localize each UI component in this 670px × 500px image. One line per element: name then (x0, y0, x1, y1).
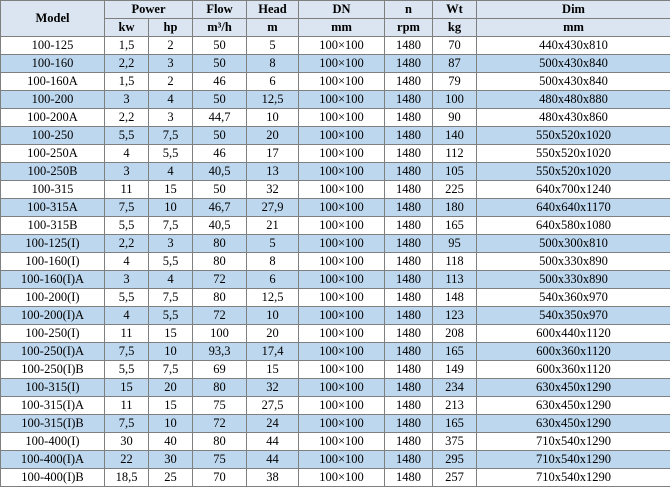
cell-kw: 3 (105, 163, 149, 181)
cell-flow: 75 (193, 397, 247, 415)
cell-dim: 710x540x1290 (477, 433, 670, 451)
cell-n: 1480 (385, 127, 433, 145)
cell-model: 100-250(I)B (1, 361, 105, 379)
table-row (1, 415, 670, 433)
table-row (1, 127, 670, 145)
cell-model: 100-250(I) (1, 325, 105, 343)
cell-wt: 208 (433, 325, 477, 343)
cell-dn: 100×100 (299, 37, 385, 55)
cell-dn: 100×100 (299, 343, 385, 361)
cell-dn: 100×100 (299, 361, 385, 379)
cell-kw: 3 (105, 271, 149, 289)
column-header-head: Head (247, 1, 299, 19)
column-header-wt: Wt (433, 1, 477, 19)
cell-n: 1480 (385, 433, 433, 451)
table-row (1, 73, 670, 91)
cell-dn: 100×100 (299, 325, 385, 343)
cell-flow: 93,3 (193, 343, 247, 361)
cell-head: 6 (247, 73, 299, 91)
cell-n: 1480 (385, 181, 433, 199)
cell-n: 1480 (385, 37, 433, 55)
cell-flow: 46 (193, 145, 247, 163)
cell-flow: 50 (193, 181, 247, 199)
cell-n: 1480 (385, 343, 433, 361)
cell-wt: 140 (433, 127, 477, 145)
cell-kw: 11 (105, 397, 149, 415)
cell-dim: 630x450x1290 (477, 397, 670, 415)
table-row (1, 379, 670, 397)
table-body (1, 37, 670, 487)
cell-head: 15 (247, 361, 299, 379)
table-row (1, 271, 670, 289)
cell-wt: 180 (433, 199, 477, 217)
cell-kw: 5,5 (105, 289, 149, 307)
cell-flow: 80 (193, 289, 247, 307)
table-row (1, 451, 670, 469)
cell-flow: 50 (193, 37, 247, 55)
cell-head: 12,5 (247, 289, 299, 307)
cell-wt: 123 (433, 307, 477, 325)
cell-model: 100-400(I) (1, 433, 105, 451)
cell-dn: 100×100 (299, 127, 385, 145)
cell-dn: 100×100 (299, 73, 385, 91)
cell-dn: 100×100 (299, 289, 385, 307)
cell-kw: 5,5 (105, 127, 149, 145)
unit-header-wt: kg (433, 19, 477, 37)
cell-wt: 213 (433, 397, 477, 415)
unit-header-dim: mm (477, 19, 670, 37)
cell-dim: 500x330x890 (477, 271, 670, 289)
cell-head: 32 (247, 181, 299, 199)
table-row (1, 289, 670, 307)
unit-header-flow: m³/h (193, 19, 247, 37)
cell-flow: 40,5 (193, 163, 247, 181)
cell-flow: 50 (193, 127, 247, 145)
cell-head: 20 (247, 127, 299, 145)
cell-flow: 100 (193, 325, 247, 343)
cell-n: 1480 (385, 379, 433, 397)
cell-kw: 22 (105, 451, 149, 469)
cell-kw: 11 (105, 325, 149, 343)
cell-kw: 4 (105, 307, 149, 325)
cell-n: 1480 (385, 199, 433, 217)
cell-kw: 7,5 (105, 415, 149, 433)
cell-model: 100-200 (1, 91, 105, 109)
cell-model: 100-315(I)B (1, 415, 105, 433)
cell-n: 1480 (385, 109, 433, 127)
cell-dim: 480x430x860 (477, 109, 670, 127)
cell-dim: 480x480x880 (477, 91, 670, 109)
cell-model: 100-250B (1, 163, 105, 181)
cell-hp: 25 (149, 469, 193, 487)
cell-kw: 11 (105, 181, 149, 199)
cell-n: 1480 (385, 145, 433, 163)
cell-model: 100-250 (1, 127, 105, 145)
cell-model: 100-160 (1, 55, 105, 73)
table-row (1, 325, 670, 343)
cell-n: 1480 (385, 469, 433, 487)
header-row-groups (1, 1, 670, 19)
cell-hp: 3 (149, 109, 193, 127)
cell-dim: 550x520x1020 (477, 145, 670, 163)
cell-model: 100-315 (1, 181, 105, 199)
cell-dn: 100×100 (299, 109, 385, 127)
cell-n: 1480 (385, 73, 433, 91)
cell-model: 100-400(I)A (1, 451, 105, 469)
cell-flow: 44,7 (193, 109, 247, 127)
cell-dim: 600x440x1120 (477, 325, 670, 343)
cell-head: 6 (247, 271, 299, 289)
table-row (1, 37, 670, 55)
cell-flow: 46 (193, 73, 247, 91)
cell-dn: 100×100 (299, 217, 385, 235)
column-header-flow: Flow (193, 1, 247, 19)
cell-dim: 500x300x810 (477, 235, 670, 253)
cell-head: 5 (247, 235, 299, 253)
unit-header-hp: hp (149, 19, 193, 37)
cell-head: 44 (247, 451, 299, 469)
cell-hp: 7,5 (149, 127, 193, 145)
cell-flow: 50 (193, 55, 247, 73)
column-header-dim: Dim (477, 1, 670, 19)
table-row (1, 145, 670, 163)
cell-wt: 70 (433, 37, 477, 55)
cell-dn: 100×100 (299, 271, 385, 289)
cell-head: 5 (247, 37, 299, 55)
cell-kw: 2,2 (105, 109, 149, 127)
cell-hp: 40 (149, 433, 193, 451)
table-row (1, 55, 670, 73)
cell-hp: 10 (149, 199, 193, 217)
table-row (1, 163, 670, 181)
cell-hp: 5,5 (149, 145, 193, 163)
cell-kw: 2,2 (105, 55, 149, 73)
cell-model: 100-200(I)A (1, 307, 105, 325)
cell-dn: 100×100 (299, 469, 385, 487)
column-header-dn: DN (299, 1, 385, 19)
cell-kw: 30 (105, 433, 149, 451)
cell-model: 100-125(I) (1, 235, 105, 253)
cell-n: 1480 (385, 217, 433, 235)
cell-kw: 1,5 (105, 73, 149, 91)
cell-n: 1480 (385, 55, 433, 73)
cell-model: 100-200(I) (1, 289, 105, 307)
table-row (1, 217, 670, 235)
cell-kw: 4 (105, 145, 149, 163)
cell-wt: 375 (433, 433, 477, 451)
cell-dim: 630x450x1290 (477, 415, 670, 433)
cell-dim: 540x350x970 (477, 307, 670, 325)
cell-n: 1480 (385, 271, 433, 289)
cell-wt: 165 (433, 217, 477, 235)
cell-hp: 10 (149, 415, 193, 433)
cell-wt: 225 (433, 181, 477, 199)
cell-head: 8 (247, 253, 299, 271)
cell-wt: 112 (433, 145, 477, 163)
cell-kw: 3 (105, 91, 149, 109)
cell-head: 27,5 (247, 397, 299, 415)
cell-wt: 234 (433, 379, 477, 397)
cell-head: 32 (247, 379, 299, 397)
cell-dn: 100×100 (299, 145, 385, 163)
cell-head: 10 (247, 109, 299, 127)
cell-dim: 600x360x1120 (477, 343, 670, 361)
cell-hp: 20 (149, 379, 193, 397)
column-header-n: n (385, 1, 433, 19)
cell-hp: 15 (149, 325, 193, 343)
cell-model: 100-250(I)A (1, 343, 105, 361)
cell-flow: 72 (193, 271, 247, 289)
cell-wt: 79 (433, 73, 477, 91)
cell-head: 8 (247, 55, 299, 73)
cell-dn: 100×100 (299, 55, 385, 73)
cell-head: 17,4 (247, 343, 299, 361)
cell-hp: 4 (149, 91, 193, 109)
cell-hp: 3 (149, 55, 193, 73)
cell-wt: 90 (433, 109, 477, 127)
cell-dn: 100×100 (299, 163, 385, 181)
cell-wt: 165 (433, 415, 477, 433)
cell-dim: 500x430x840 (477, 73, 670, 91)
cell-kw: 2,2 (105, 235, 149, 253)
cell-dn: 100×100 (299, 433, 385, 451)
cell-model: 100-315(I) (1, 379, 105, 397)
cell-hp: 10 (149, 343, 193, 361)
cell-dn: 100×100 (299, 415, 385, 433)
cell-hp: 3 (149, 235, 193, 253)
cell-wt: 87 (433, 55, 477, 73)
cell-dim: 640x640x1170 (477, 199, 670, 217)
cell-flow: 80 (193, 379, 247, 397)
cell-dn: 100×100 (299, 199, 385, 217)
cell-kw: 1,5 (105, 37, 149, 55)
cell-model: 100-125 (1, 37, 105, 55)
cell-dim: 550x520x1020 (477, 163, 670, 181)
cell-head: 17 (247, 145, 299, 163)
cell-n: 1480 (385, 307, 433, 325)
cell-hp: 30 (149, 451, 193, 469)
cell-kw: 18,5 (105, 469, 149, 487)
cell-model: 100-160(I)A (1, 271, 105, 289)
cell-wt: 113 (433, 271, 477, 289)
cell-n: 1480 (385, 289, 433, 307)
cell-n: 1480 (385, 325, 433, 343)
cell-head: 12,5 (247, 91, 299, 109)
cell-kw: 5,5 (105, 217, 149, 235)
cell-kw: 4 (105, 253, 149, 271)
cell-flow: 72 (193, 307, 247, 325)
unit-header-dn: mm (299, 19, 385, 37)
unit-header-kw: kw (105, 19, 149, 37)
cell-flow: 46,7 (193, 199, 247, 217)
cell-wt: 95 (433, 235, 477, 253)
cell-n: 1480 (385, 397, 433, 415)
cell-n: 1480 (385, 415, 433, 433)
cell-head: 44 (247, 433, 299, 451)
cell-wt: 118 (433, 253, 477, 271)
cell-head: 24 (247, 415, 299, 433)
cell-hp: 4 (149, 271, 193, 289)
cell-dn: 100×100 (299, 397, 385, 415)
cell-dim: 550x520x1020 (477, 127, 670, 145)
cell-model: 100-160(I) (1, 253, 105, 271)
cell-model: 100-315(I)A (1, 397, 105, 415)
cell-head: 13 (247, 163, 299, 181)
cell-n: 1480 (385, 253, 433, 271)
cell-n: 1480 (385, 235, 433, 253)
table-row (1, 253, 670, 271)
cell-dim: 540x360x970 (477, 289, 670, 307)
cell-model: 100-250A (1, 145, 105, 163)
cell-dn: 100×100 (299, 451, 385, 469)
cell-hp: 4 (149, 163, 193, 181)
cell-hp: 15 (149, 181, 193, 199)
cell-dim: 640x580x1080 (477, 217, 670, 235)
table-row (1, 397, 670, 415)
cell-n: 1480 (385, 91, 433, 109)
cell-flow: 40,5 (193, 217, 247, 235)
cell-dn: 100×100 (299, 379, 385, 397)
cell-dim: 640x700x1240 (477, 181, 670, 199)
cell-flow: 70 (193, 469, 247, 487)
cell-n: 1480 (385, 163, 433, 181)
cell-wt: 148 (433, 289, 477, 307)
cell-model: 100-315B (1, 217, 105, 235)
cell-dn: 100×100 (299, 91, 385, 109)
cell-flow: 80 (193, 433, 247, 451)
cell-hp: 15 (149, 397, 193, 415)
cell-dn: 100×100 (299, 253, 385, 271)
cell-head: 21 (247, 217, 299, 235)
cell-dim: 630x450x1290 (477, 379, 670, 397)
cell-hp: 7,5 (149, 217, 193, 235)
cell-n: 1480 (385, 451, 433, 469)
cell-dim: 500x330x890 (477, 253, 670, 271)
cell-flow: 50 (193, 91, 247, 109)
cell-hp: 2 (149, 73, 193, 91)
cell-flow: 80 (193, 235, 247, 253)
cell-kw: 15 (105, 379, 149, 397)
unit-header-n: rpm (385, 19, 433, 37)
cell-dim: 440x430x810 (477, 37, 670, 55)
cell-dim: 600x360x1120 (477, 361, 670, 379)
cell-flow: 72 (193, 415, 247, 433)
cell-dim: 710x540x1290 (477, 451, 670, 469)
table-row (1, 109, 670, 127)
cell-wt: 165 (433, 343, 477, 361)
cell-hp: 5,5 (149, 253, 193, 271)
cell-wt: 257 (433, 469, 477, 487)
table-row (1, 433, 670, 451)
cell-wt: 105 (433, 163, 477, 181)
column-header-power: Power (105, 1, 193, 19)
unit-header-head: m (247, 19, 299, 37)
cell-model: 100-315A (1, 199, 105, 217)
cell-dn: 100×100 (299, 307, 385, 325)
cell-model: 100-160A (1, 73, 105, 91)
cell-wt: 149 (433, 361, 477, 379)
cell-kw: 5,5 (105, 361, 149, 379)
cell-dn: 100×100 (299, 181, 385, 199)
cell-head: 10 (247, 307, 299, 325)
table-row (1, 469, 670, 487)
cell-flow: 80 (193, 253, 247, 271)
table-row (1, 235, 670, 253)
cell-model: 100-400(I)B (1, 469, 105, 487)
cell-dn: 100×100 (299, 235, 385, 253)
table-row (1, 91, 670, 109)
column-header-model: Model (1, 1, 105, 37)
cell-hp: 2 (149, 37, 193, 55)
cell-wt: 100 (433, 91, 477, 109)
cell-hp: 7,5 (149, 289, 193, 307)
cell-n: 1480 (385, 361, 433, 379)
cell-hp: 5,5 (149, 307, 193, 325)
cell-dim: 500x430x840 (477, 55, 670, 73)
table-row (1, 199, 670, 217)
cell-model: 100-200A (1, 109, 105, 127)
cell-head: 27,9 (247, 199, 299, 217)
table-header (1, 1, 670, 37)
cell-wt: 295 (433, 451, 477, 469)
cell-kw: 7,5 (105, 199, 149, 217)
cell-head: 20 (247, 325, 299, 343)
cell-kw: 7,5 (105, 343, 149, 361)
cell-flow: 69 (193, 361, 247, 379)
cell-head: 38 (247, 469, 299, 487)
table-row (1, 343, 670, 361)
cell-flow: 75 (193, 451, 247, 469)
cell-hp: 7,5 (149, 361, 193, 379)
cell-dim: 710x540x1290 (477, 469, 670, 487)
table-row (1, 181, 670, 199)
table-row (1, 307, 670, 325)
table-row (1, 361, 670, 379)
